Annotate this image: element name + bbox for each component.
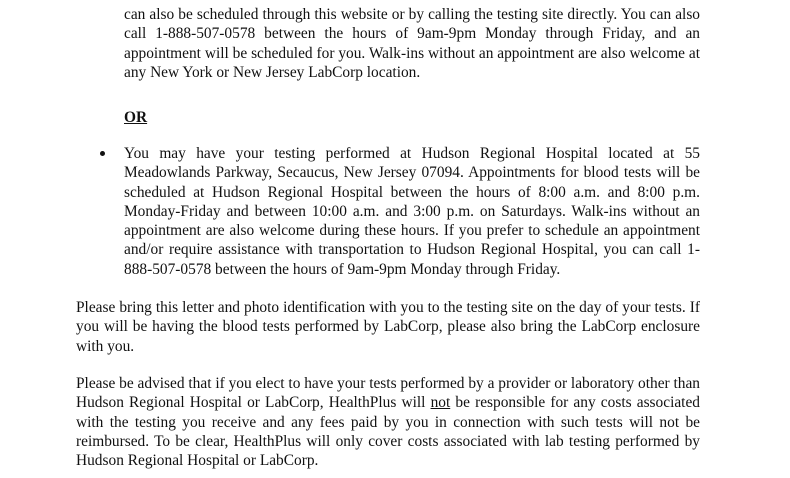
advised-text-after: be responsible for any costs associated with the testing you receive and any fees paid by you in connection with such tests will not be reimbursed. To be clear, HealthPlus will only cover costs associated with lab testing performed by Hudson Regional Hospital or LabCorp.	[76, 394, 700, 470]
advised-text-before: Please be advised that if you elect to have your tests performed by a provider or laboratory other than Hudson Regional Hospital or LabCorp, HealthPlus will	[76, 375, 700, 412]
advised-text-emphasis: not	[430, 394, 451, 412]
bullet-text: You may have your testing performed at Hudson Regional Hospital located at 55 Meadowlands Parkway, Secaucus, New Jersey 07094. Appointments for blood tests will be scheduled at Hudson Regional Hospital between the hours of 8:00 a.m. and 8:00 p.m. Monday-Friday and between 10:00 a.m. and 3:00 p.m. on Saturdays. Walk-ins without an appointment are also welcome during these hours. If you prefer to schedule an appointment and/or require assistance with transportation to Hudson Regional Hospital, you can call 1-888-507-0578 between the hours of 9am-9pm Monday through Friday.	[124, 145, 700, 278]
bring-text: Please bring this letter and photo identification with you to the testing site on the day of your tests. If you will be having the blood tests performed by LabCorp, please also bring the LabCorp enclosure with you.	[76, 299, 700, 355]
bring-paragraph	[76, 298, 700, 356]
or-separator: OR	[124, 109, 148, 126]
advised-paragraph	[76, 374, 700, 470]
or-separator-block	[124, 108, 700, 127]
continuation-text: can also be scheduled through this website or by calling the testing site directly. You can also call 1-888-507-0578 between the hours of 9am-9pm Monday through Friday, and an appointment will be scheduled for you. Walk-ins without an appointment are also welcome at any New York or New Jersey LabCorp location.	[124, 6, 700, 81]
bullet-icon	[99, 150, 107, 158]
bullet-paragraph	[124, 144, 700, 279]
continuation-paragraph	[124, 5, 700, 82]
advised-text	[76, 374, 700, 470]
